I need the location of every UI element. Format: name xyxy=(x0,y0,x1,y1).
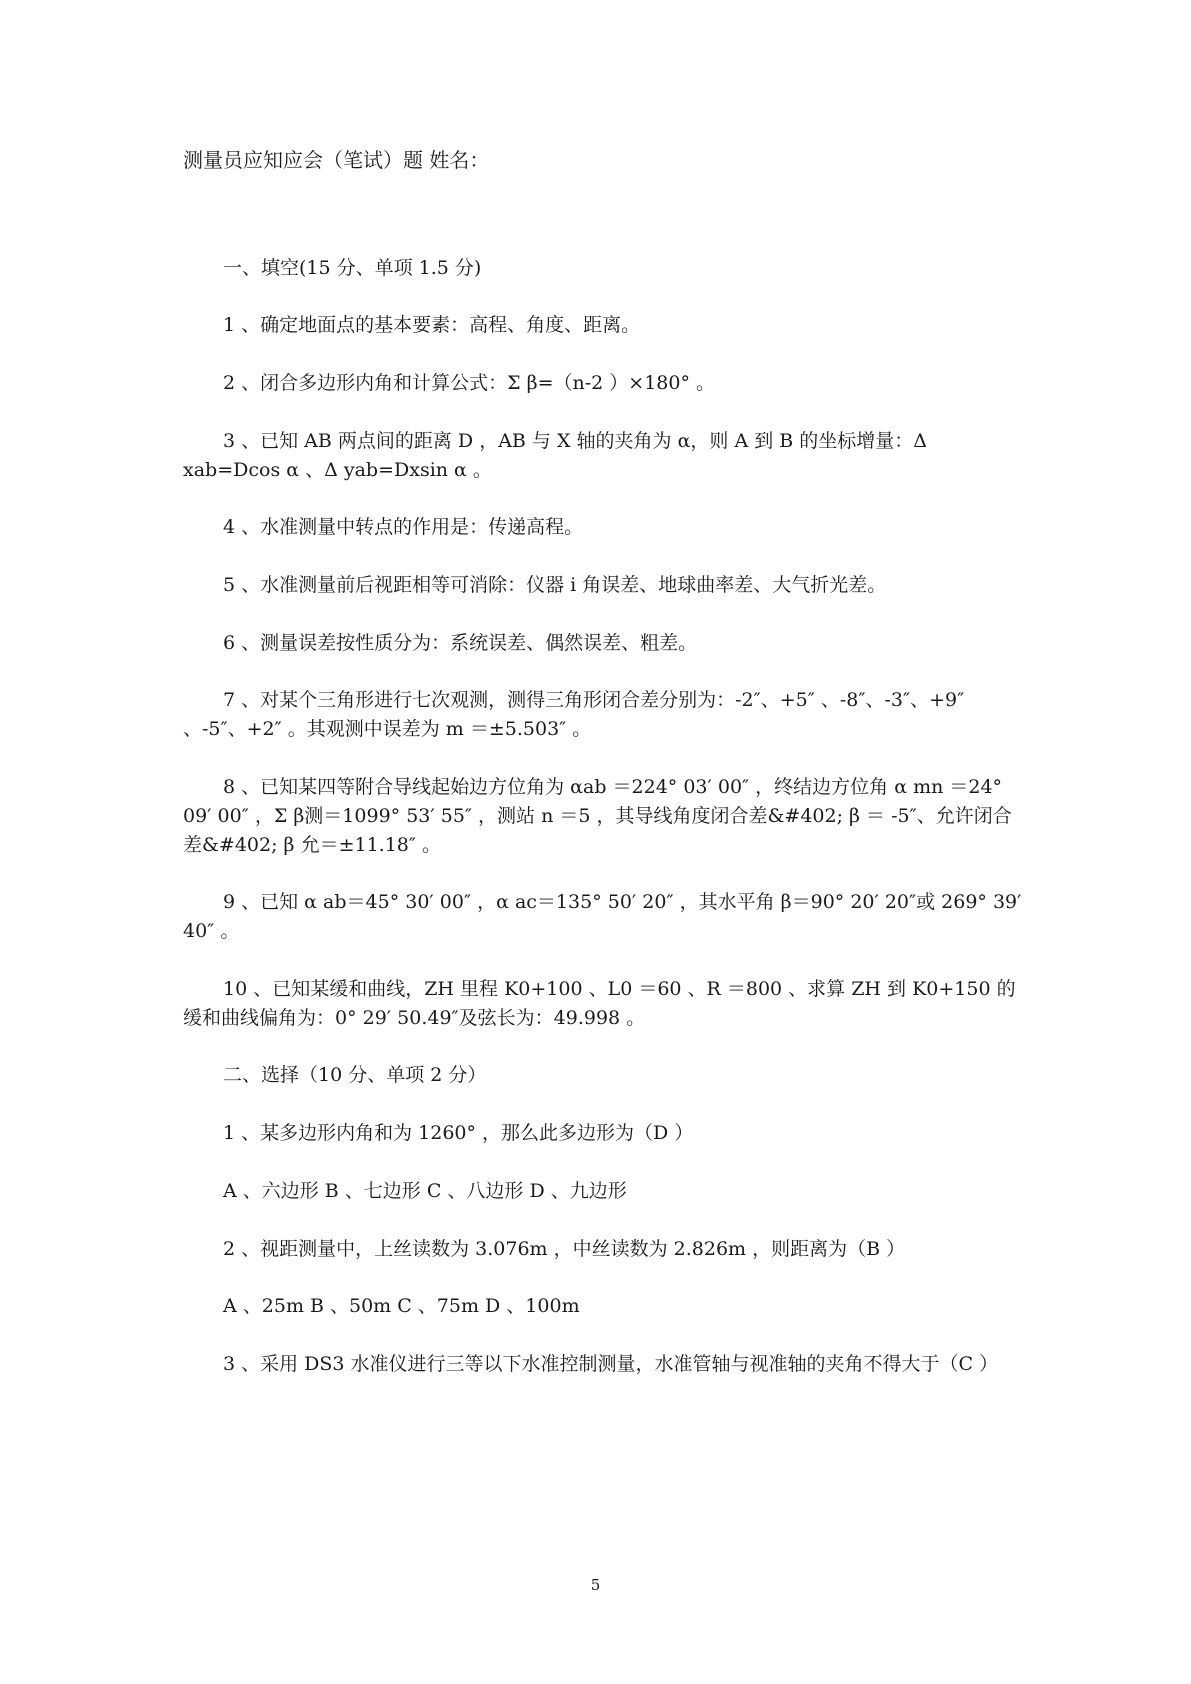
question-fill-8: 8 、已知某四等附合导线起始边方位角为 αab ＝224° 03′ 00″ ，终结边方位角 α mn ＝24° 09′ 00″ ，Σ β测＝1099° 53′ 55″ ，测站 n ＝5 ，其导线角度闭合差&#402; β ＝ -5″、允许闭合差&#402; β 允＝±11.18″ 。 xyxy=(183,776,1012,856)
question-choice-3: 3 、采用 DS3 水准仪进行三等以下水准控制测量，水准管轴与视准轴的夹角不得大于（C ） xyxy=(223,1353,999,1375)
page-title: 测量员应知应会（笔试）题 姓名： xyxy=(183,148,490,172)
section-heading-choice: 二、选择（10 分、单项 2 分） xyxy=(223,1064,487,1086)
question-choice-2: 2 、视距测量中，上丝读数为 3.076m ，中丝读数为 2.826m ，则距离为（B ） xyxy=(223,1238,906,1260)
question-fill-1: 1 、确定地面点的基本要素：高程、角度、距离。 xyxy=(223,314,641,336)
question-fill-6: 6 、测量误差按性质分为：系统误差、偶然误差、粗差。 xyxy=(223,632,698,654)
question-fill-7: 7 、对某个三角形进行七次观测，测得三角形闭合差分别为：-2″、+5″ 、-8″、-3″、+9″ 、-5″、+2″ 。其观测中误差为 m ＝±5.503″ 。 xyxy=(183,689,965,740)
page-number: 5 xyxy=(590,1576,601,1594)
question-fill-3: 3 、已知 AB 两点间的距离 D ，AB 与 X 轴的夹角为 α，则 A 到 B 的坐标增量：Δ xab=Dcos α 、Δ yab=Dxsin α 。 xyxy=(183,430,927,481)
question-fill-4: 4 、水准测量中转点的作用是：传递高程。 xyxy=(223,516,584,538)
question-fill-10: 10 、已知某缓和曲线，ZH 里程 K0+100 、L0 ＝60 、R ＝800 、求算 ZH 到 K0+150 的缓和曲线偏角为：0° 29′ 50.49″及弦长为：49.998 。 xyxy=(183,978,1016,1029)
question-choice-2-options: A 、25m B 、50m C 、75m D 、100m xyxy=(223,1295,580,1317)
section-heading-fill-in: 一、填空(15 分、单项 1.5 分) xyxy=(223,257,482,279)
question-choice-1: 1 、某多边形内角和为 1260° ，那么此多边形为（D ） xyxy=(223,1122,694,1144)
question-fill-9: 9 、已知 α ab＝45° 30′ 00″ ，α ac＝135° 50′ 20″ ，其水平角 β＝90° 20′ 20″或 269° 39′ 40″ 。 xyxy=(183,891,1022,942)
question-choice-1-options: A 、六边形 B 、七边形 C 、八边形 D 、九边形 xyxy=(223,1180,627,1202)
question-fill-2: 2 、闭合多边形内角和计算公式：Σ β=（n-2 ）×180° 。 xyxy=(223,372,716,394)
question-fill-5: 5 、水准测量前后视距相等可消除：仪器 i 角误差、地球曲率差、大气折光差。 xyxy=(223,574,887,596)
